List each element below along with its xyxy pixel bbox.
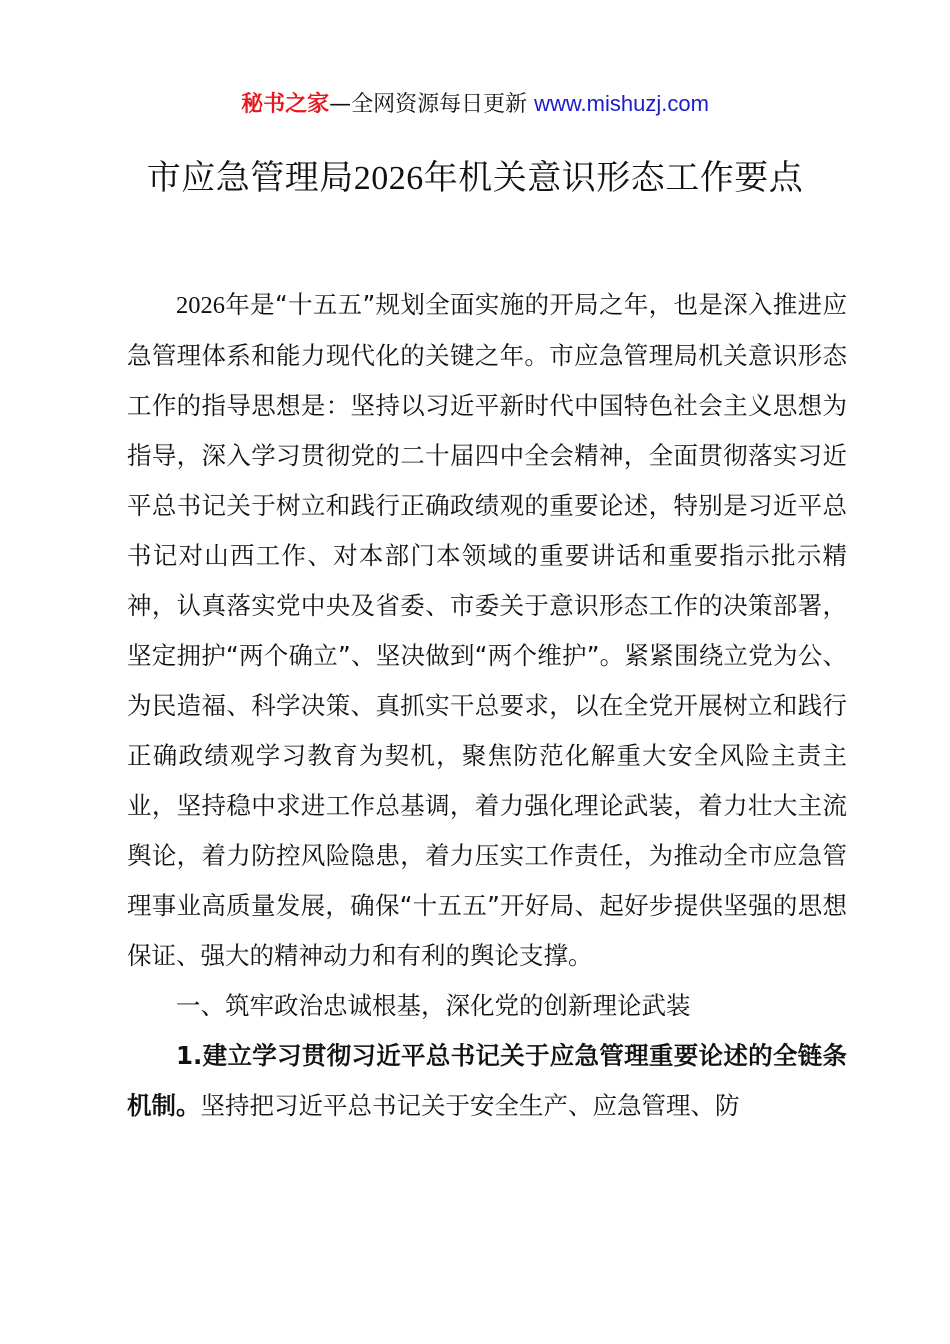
intro-paragraph (127, 280, 847, 981)
brand-name: 秘书之家 (241, 92, 330, 117)
item-paragraph-1 (127, 1031, 847, 1131)
item-1-text: 坚持把习近平总书记关于安全生产、应急管理、防 (200, 1091, 740, 1120)
item-1-lead: 1.建立学习贯彻习近平总书记关于应急管理重要论述的全链条机制。 (127, 1041, 847, 1120)
document-body (127, 280, 847, 1131)
section-heading-1: 一、筑牢政治忠诚根基，深化党的创新理论武装 (176, 991, 691, 1020)
title-suffix: 年机关意识形态工作要点 (423, 158, 804, 198)
title-year: 2026 (353, 160, 424, 197)
site-tagline: —全网资源每日更新 (329, 92, 535, 117)
document-title (0, 152, 950, 205)
intro-year: 2026 (176, 292, 225, 319)
site-url-link[interactable]: www.mishuzj.com (534, 91, 709, 116)
title-prefix: 市应急管理局 (146, 158, 354, 198)
site-header (0, 88, 950, 121)
intro-text: 年是“十五五”规划全面实施的开局之年，也是深入推进应急管理体系和能力现代化的关键之年。市应急管理局机关意识形态工作的指导思想是：坚持以习近平新时代中国特色社会主义思想为指导，深入学习贯彻党的二十届四中全会精神，全面贯彻落实习近平总书记关于树立和践行正确政绩观的重要论述，特别是习近平总书记对山西工作、对本部门本领域的重要讲话和重要指示批示精神，认真落实党中央及省委、市委关于意识形态工作的决策部署，坚定拥护“两个确立”、坚决做到“两个维护”。紧紧围绕立党为公、为民造福、科学决策、真抓实干总要求，以在全党开展树立和践行正确政绩观学习教育为契机，聚焦防范化解重大安全风险主责主业，坚持稳中求进工作总基调，着力强化理论武装，着力壮大主流舆论，着力防控风险隐患，着力压实工作责任，为推动全市应急管理事业高质量发展，确保“十五五”开好局、起好步提供坚强的思想保证、强大的精神动力和有利的舆论支撑。 (127, 290, 847, 970)
